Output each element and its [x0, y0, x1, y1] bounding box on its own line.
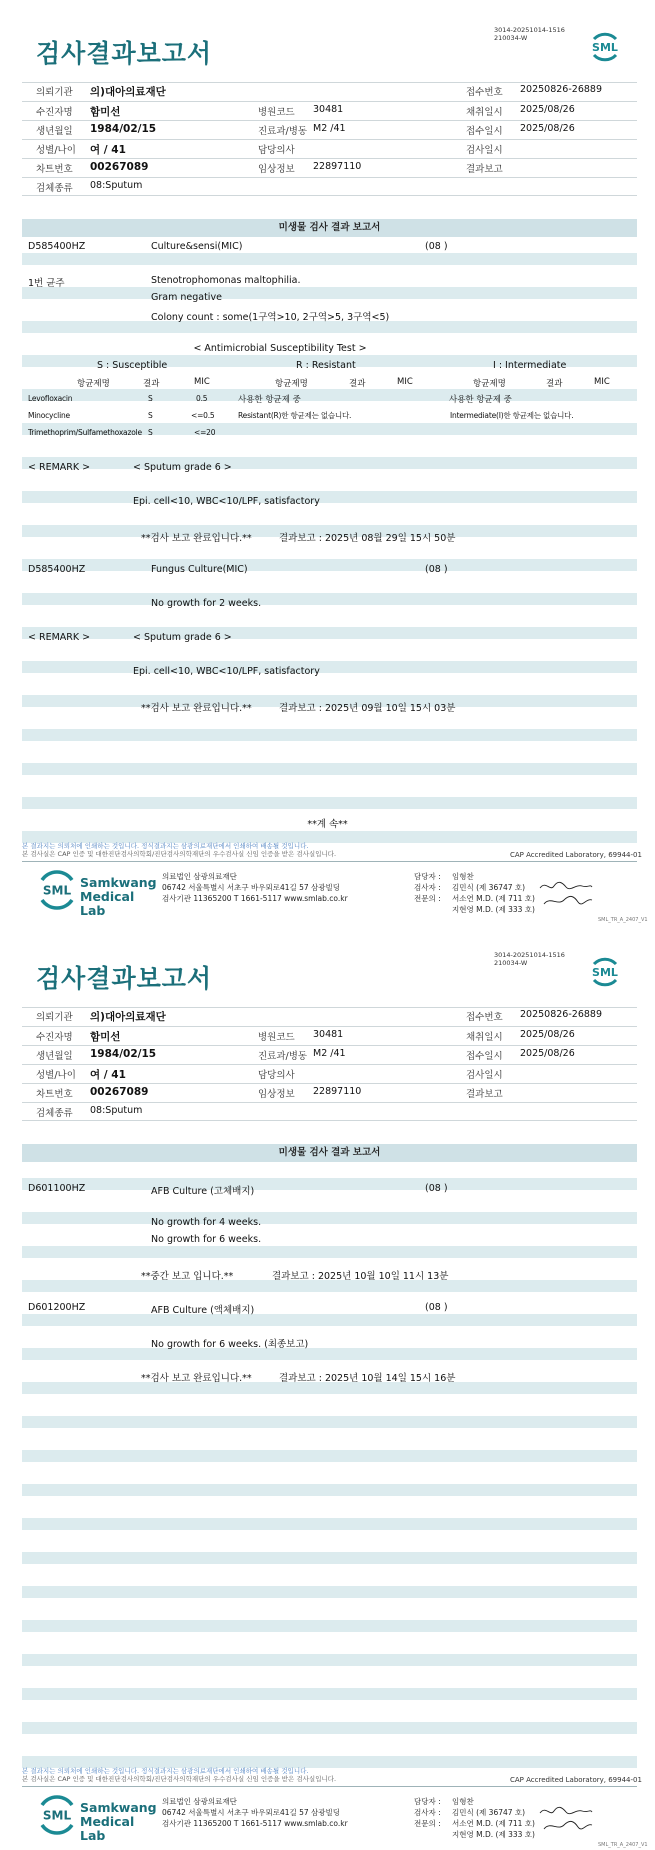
test1-code: D601100HZ — [28, 1183, 86, 1194]
drug-mic: <=20 — [194, 428, 216, 437]
col-result-3: 결과 — [546, 379, 563, 389]
test2-name: Fungus Culture(MIC) — [151, 564, 248, 575]
remark1-text: Epi. cell<10, WBC<10/LPF, satisfactory — [133, 496, 320, 507]
continued-mark: **계 속** — [307, 819, 348, 830]
lab-address — [162, 871, 372, 904]
form-code: SML_TR_A_2407_V1 — [598, 917, 648, 923]
test2-specimen: (08 ) — [425, 564, 448, 575]
remark2-label: < REMARK > — [28, 632, 91, 643]
address-line-3: 검사기관 11365200 T 1661-5117 www.smlab.co.kr — [162, 894, 348, 903]
lab-name-line-1: Samkwang — [80, 875, 157, 890]
header-codes — [494, 26, 584, 42]
lab-name — [80, 1801, 160, 1843]
staff-label-contact: 담당자 : — [414, 1797, 441, 1806]
report-title: 검사결과보고서 — [36, 39, 213, 68]
header-code-2: 210034-W — [494, 959, 528, 967]
staff-specialist-1: 서소연 M.D. (제 711 호) — [452, 1819, 535, 1828]
sex-age-value: 여 / 41 — [90, 144, 126, 156]
test2-specimen: (08 ) — [425, 1302, 448, 1313]
lab-name — [80, 876, 160, 918]
staff-labels — [414, 1796, 450, 1829]
staff-label-tester: 검사자 : — [414, 1808, 441, 1817]
receipt-date-label: 접수일시 — [466, 126, 503, 137]
collect-date-value: 2025/08/26 — [520, 1029, 575, 1040]
legend-resistant: R : Resistant — [296, 360, 356, 371]
signature-icon — [538, 1803, 594, 1835]
section-title: 미생물 검사 결과 보고서 — [22, 219, 637, 237]
sex-age-value: 여 / 41 — [90, 1069, 126, 1081]
staff-labels — [414, 871, 450, 904]
note-resistant: Resistant(R)한 항균제는 없습니다. — [238, 411, 352, 420]
institution-label: 의뢰기관 — [36, 87, 73, 98]
sml-logo-icon — [588, 955, 622, 989]
report-title: 검사결과보고서 — [36, 964, 213, 993]
address-line-2: 06742 서울특별시 서초구 바우뫼로41길 57 삼광빌딩 — [162, 1808, 341, 1817]
staff-contact: 임형찬 — [452, 1797, 474, 1806]
collect-date-value: 2025/08/26 — [520, 104, 575, 115]
clinical-value: 22897110 — [313, 1086, 362, 1097]
staff-contact: 임형찬 — [452, 872, 474, 881]
col-mic-3: MIC — [594, 377, 610, 387]
address-line-1: 의료법인 삼광의료재단 — [162, 872, 237, 881]
chart-label: 차트번호 — [36, 164, 73, 175]
receipt-date-value: 2025/08/26 — [520, 123, 575, 134]
lab-name-line-1: Samkwang — [80, 1800, 157, 1815]
birth-label: 생년월일 — [36, 126, 73, 137]
clinical-label: 임상정보 — [258, 1089, 295, 1100]
test1-name: Culture&sensi(MIC) — [151, 241, 243, 252]
isolate-label: 1번 균주 — [28, 278, 65, 289]
specimen-label: 검체종류 — [36, 1108, 73, 1119]
gram-stain: Gram negative — [151, 292, 222, 303]
report-complete-1: **검사 보고 완료입니다.** — [141, 533, 252, 544]
report-complete-2: **검사 보고 완료입니다.** — [141, 703, 252, 714]
notice-line-1: 본 결과지는 의뢰처에 인쇄하는 것입니다. 정식결과지는 삼광의료재단에서 인쇄하여 배송될 것입니다. — [22, 842, 309, 850]
sml-logo-text: SML — [592, 41, 618, 54]
doctor-label: 담당의사 — [258, 145, 295, 156]
birth-value: 1984/02/15 — [90, 1048, 157, 1060]
staff-specialist-2: 지현영 M.D. (제 333 호) — [452, 1830, 535, 1839]
clinical-label: 임상정보 — [258, 164, 295, 175]
institution-label: 의뢰기관 — [36, 1012, 73, 1023]
drug-mic: 0.5 — [196, 394, 208, 403]
remark2-grade: < Sputum grade 6 > — [133, 632, 232, 643]
sml-logo-icon — [588, 30, 622, 64]
col-drug-2: 항균제명 — [275, 379, 308, 389]
drug-name: Minocycline — [28, 411, 70, 420]
dept-label: 진료과/병동 — [258, 126, 308, 137]
report-time-1: 결과보고 : 2025년 10월 10일 11시 13분 — [272, 1271, 449, 1282]
drug-result: S — [148, 428, 153, 437]
test1-specimen: (08 ) — [425, 1183, 448, 1194]
remark1-grade: < Sputum grade 6 > — [133, 462, 232, 473]
isolate-name: Stenotrophomonas maltophilia. — [151, 275, 301, 286]
legend-susceptible: S : Susceptible — [97, 360, 168, 371]
dept-value: M2 /41 — [313, 1048, 346, 1059]
lab-address — [162, 1796, 372, 1829]
clinical-value: 22897110 — [313, 161, 362, 172]
test2-code: D601200HZ — [28, 1302, 86, 1313]
note-used-i: 사용한 항균제 중 — [449, 395, 512, 405]
test1-result-1: No growth for 4 weeks. — [151, 1217, 262, 1228]
test2-result: No growth for 2 weeks. — [151, 598, 262, 609]
hospital-code-value: 30481 — [313, 1029, 344, 1040]
colony-count: Colony count : some(1구역>10, 2구역>5, 3구역<5) — [151, 312, 390, 323]
specimen-label: 검체종류 — [36, 183, 73, 194]
doctor-label: 담당의사 — [258, 1070, 295, 1081]
drug-result: S — [148, 394, 153, 403]
col-drug-3: 항균제명 — [473, 379, 506, 389]
name-label: 수진자명 — [36, 107, 73, 118]
staff-specialist-1: 서소연 M.D. (제 711 호) — [452, 894, 535, 903]
ast-title: < Antimicrobial Susceptibility Test > — [193, 343, 367, 354]
receipt-no-value: 20250826-26889 — [520, 84, 603, 95]
birth-label: 생년월일 — [36, 1051, 73, 1062]
staff-names — [452, 1796, 542, 1840]
receipt-no-label: 접수번호 — [466, 87, 503, 98]
col-result-1: 결과 — [143, 379, 160, 389]
report-complete: **검사 보고 완료입니다.** — [141, 1373, 252, 1384]
col-result-2: 결과 — [349, 379, 366, 389]
remark2-text: Epi. cell<10, WBC<10/LPF, satisfactory — [133, 666, 320, 677]
name-label: 수진자명 — [36, 1032, 73, 1043]
test1-result-2: No growth for 6 weeks. — [151, 1234, 262, 1245]
section-title: 미생물 검사 결과 보고서 — [22, 1144, 637, 1162]
staff-label-tester: 검사자 : — [414, 883, 441, 892]
col-mic-2: MIC — [397, 377, 413, 387]
test2-code: D585400HZ — [28, 564, 86, 575]
test1-name: AFB Culture (고체배지) — [151, 1186, 255, 1197]
form-code: SML_TR_A_2407_V1 — [598, 1842, 648, 1848]
result-label: 결과보고 — [466, 164, 503, 175]
footer-notice — [22, 843, 462, 858]
sml-logo-text: SML — [592, 966, 618, 979]
header-codes — [494, 951, 584, 967]
hospital-code-value: 30481 — [313, 104, 344, 115]
staff-tester: 김민식 (제 36747 호) — [452, 1808, 526, 1817]
chart-value: 00267089 — [90, 161, 149, 173]
header-code-1: 3014-20251014-1516 — [494, 951, 565, 959]
footer-notice — [22, 1768, 462, 1783]
header-code-2: 210034-W — [494, 34, 528, 42]
chart-label: 차트번호 — [36, 1089, 73, 1100]
legend-intermediate: I : Intermediate — [493, 360, 567, 371]
remark1-label: < REMARK > — [28, 462, 91, 473]
note-intermediate: Intermediate(I)한 항균제는 없습니다. — [450, 411, 574, 420]
note-used-r: 사용한 항균제 중 — [238, 395, 301, 405]
dept-label: 진료과/병동 — [258, 1051, 308, 1062]
address-line-2: 06742 서울특별시 서초구 바우뫼로41길 57 삼광빌딩 — [162, 883, 341, 892]
notice-line-2: 본 검사실은 CAP 인증 및 대한진단검사의학회/진단검사의학재단의 우수검사실 신임 인증을 받은 검사실입니다. — [22, 849, 337, 858]
samkwang-logo-text: SML — [42, 883, 72, 898]
report-page-2 — [0, 925, 655, 1850]
notice-line-2: 본 검사실은 CAP 인증 및 대한진단검사의학회/진단검사의학재단의 우수검사실 신임 인증을 받은 검사실입니다. — [22, 1774, 337, 1783]
report-time-1: 결과보고 : 2025년 08월 29일 15시 50분 — [279, 533, 456, 544]
specimen-value: 08:Sputum — [90, 1105, 143, 1116]
staff-names — [452, 871, 542, 915]
test1-specimen: (08 ) — [425, 241, 448, 252]
result-label: 결과보고 — [466, 1089, 503, 1100]
collect-date-label: 채취일시 — [466, 1032, 503, 1043]
drug-name: Trimethoprim/Sulfamethoxazole — [28, 428, 142, 437]
staff-tester: 김민식 (제 36747 호) — [452, 883, 526, 892]
address-line-3: 검사기관 11365200 T 1661-5117 www.smlab.co.kr — [162, 1819, 348, 1828]
interim-report: **중간 보고 입니다.** — [141, 1271, 234, 1282]
chart-value: 00267089 — [90, 1086, 149, 1098]
header-code-1: 3014-20251014-1516 — [494, 26, 565, 34]
samkwang-logo-text: SML — [42, 1808, 72, 1823]
staff-specialist-2: 지현영 M.D. (제 333 호) — [452, 905, 535, 914]
test2-name: AFB Culture (액체배지) — [151, 1305, 255, 1316]
drug-name: Levofloxacin — [28, 394, 73, 403]
name-value: 함미선 — [90, 106, 121, 118]
lab-name-line-2: Medical Lab — [80, 1814, 135, 1843]
name-value: 함미선 — [90, 1031, 121, 1043]
hospital-code-label: 병원코드 — [258, 1032, 295, 1043]
report-time-2: 결과보고 : 2025년 10월 14일 15시 16분 — [279, 1373, 456, 1384]
samkwang-logo-icon — [36, 1795, 78, 1835]
drug-mic: <=0.5 — [191, 411, 215, 420]
collect-date-label: 채취일시 — [466, 107, 503, 118]
test1-code: D585400HZ — [28, 241, 86, 252]
staff-label-contact: 담당자 : — [414, 872, 441, 881]
receipt-no-value: 20250826-26889 — [520, 1009, 603, 1020]
receipt-date-label: 접수일시 — [466, 1051, 503, 1062]
hospital-code-label: 병원코드 — [258, 107, 295, 118]
col-drug-1: 항균제명 — [77, 379, 110, 389]
address-line-1: 의료법인 삼광의료재단 — [162, 1797, 237, 1806]
test2-result-1: No growth for 6 weeks. (최종보고) — [151, 1339, 309, 1350]
drug-result: S — [148, 411, 153, 420]
lab-name-line-2: Medical Lab — [80, 889, 135, 918]
samkwang-logo-icon — [36, 870, 78, 910]
examiner-label: 검사일시 — [466, 145, 503, 156]
receipt-no-label: 접수번호 — [466, 1012, 503, 1023]
signature-icon — [538, 878, 594, 910]
institution-value: 의)대아의료재단 — [90, 86, 166, 98]
cap-accreditation: CAP Accredited Laboratory, 69944-01 — [510, 1776, 642, 1784]
specimen-value: 08:Sputum — [90, 180, 143, 191]
dept-value: M2 /41 — [313, 123, 346, 134]
report-time-2: 결과보고 : 2025년 09월 10일 15시 03분 — [279, 703, 456, 714]
staff-label-specialist: 전문의 : — [414, 1819, 441, 1828]
staff-label-specialist: 전문의 : — [414, 894, 441, 903]
birth-value: 1984/02/15 — [90, 123, 157, 135]
cap-accreditation: CAP Accredited Laboratory, 69944-01 — [510, 851, 642, 859]
sex-age-label: 성별/나이 — [36, 145, 76, 156]
col-mic-1: MIC — [194, 377, 210, 387]
notice-line-1: 본 결과지는 의뢰처에 인쇄하는 것입니다. 정식결과지는 삼광의료재단에서 인쇄하여 배송될 것입니다. — [22, 1767, 309, 1775]
sex-age-label: 성별/나이 — [36, 1070, 76, 1081]
institution-value: 의)대아의료재단 — [90, 1011, 166, 1023]
examiner-label: 검사일시 — [466, 1070, 503, 1081]
receipt-date-value: 2025/08/26 — [520, 1048, 575, 1059]
